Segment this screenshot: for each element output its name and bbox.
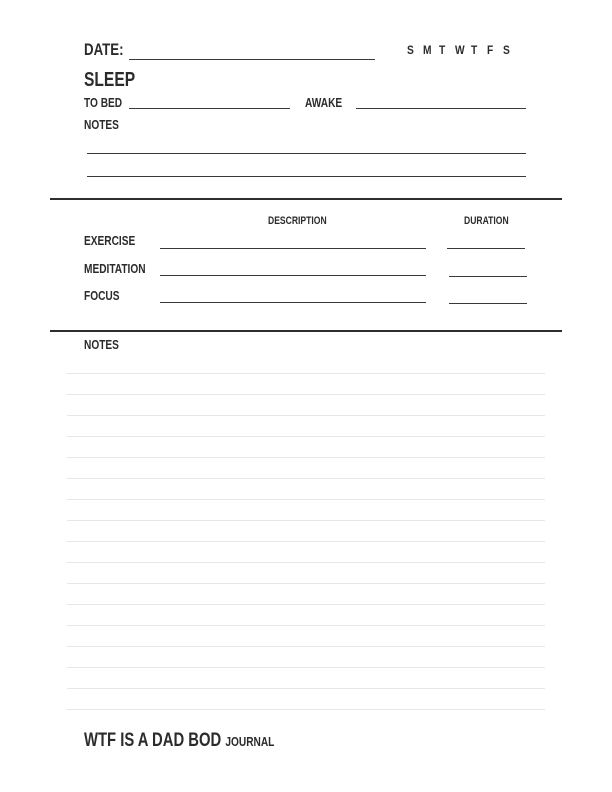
sleep-notes-line-1[interactable] bbox=[87, 153, 526, 154]
sleep-notes-line-2[interactable] bbox=[87, 176, 526, 177]
notes-rule-line bbox=[67, 478, 545, 479]
notes-rule-line bbox=[67, 415, 545, 416]
exercise-label: EXERCISE bbox=[84, 233, 136, 248]
meditation-label: MEDITATION bbox=[84, 261, 146, 276]
meditation-description-line[interactable] bbox=[160, 275, 426, 276]
notes-rule-line bbox=[67, 667, 545, 668]
weekday-friday[interactable]: F bbox=[487, 43, 494, 57]
notes-rule-line bbox=[67, 394, 545, 395]
notes-rule-line bbox=[67, 583, 545, 584]
section-divider-bottom bbox=[50, 330, 562, 332]
sleep-title: SLEEP bbox=[84, 69, 136, 91]
notes-rule-line bbox=[67, 373, 545, 374]
focus-duration-line[interactable] bbox=[449, 303, 527, 304]
weekday-sunday[interactable]: S bbox=[407, 43, 414, 57]
weekday-saturday[interactable]: S bbox=[503, 43, 510, 57]
to-bed-field-line[interactable] bbox=[129, 108, 290, 109]
focus-label: FOCUS bbox=[84, 288, 120, 303]
duration-header: DURATION bbox=[464, 215, 509, 227]
weekday-monday[interactable]: M bbox=[423, 43, 432, 57]
description-header: DESCRIPTION bbox=[268, 215, 327, 227]
notes-rule-line bbox=[67, 562, 545, 563]
awake-field-line[interactable] bbox=[356, 108, 526, 109]
weekday-selector bbox=[407, 43, 519, 57]
date-label: DATE: bbox=[84, 40, 124, 59]
exercise-duration-line[interactable] bbox=[447, 248, 525, 249]
section-divider-top bbox=[50, 198, 562, 200]
notes-label: NOTES bbox=[84, 337, 119, 352]
focus-description-line[interactable] bbox=[160, 302, 426, 303]
notes-rule-line bbox=[67, 436, 545, 437]
notes-rule-line bbox=[67, 541, 545, 542]
to-bed-label: TO BED bbox=[84, 95, 123, 110]
notes-rule-line bbox=[67, 688, 545, 689]
notes-rule-line bbox=[67, 520, 545, 521]
awake-label: AWAKE bbox=[305, 95, 343, 110]
meditation-duration-line[interactable] bbox=[449, 276, 527, 277]
journal-title-main: WTF IS A DAD BOD bbox=[84, 730, 222, 751]
journal-title-suffix: JOURNAL bbox=[225, 734, 275, 749]
date-field-line[interactable] bbox=[129, 59, 375, 60]
notes-rule-line bbox=[67, 604, 545, 605]
notes-rule-line bbox=[67, 625, 545, 626]
notes-rule-line bbox=[67, 646, 545, 647]
weekday-wednesday[interactable]: W bbox=[455, 43, 465, 57]
notes-rule-line bbox=[67, 709, 545, 710]
notes-rule-line bbox=[67, 457, 545, 458]
weekday-thursday[interactable]: T bbox=[471, 43, 478, 57]
weekday-tuesday[interactable]: T bbox=[439, 43, 446, 57]
sleep-notes-label: NOTES bbox=[84, 117, 119, 132]
exercise-description-line[interactable] bbox=[160, 248, 426, 249]
notes-rule-line bbox=[67, 499, 545, 500]
journal-title bbox=[84, 730, 274, 752]
